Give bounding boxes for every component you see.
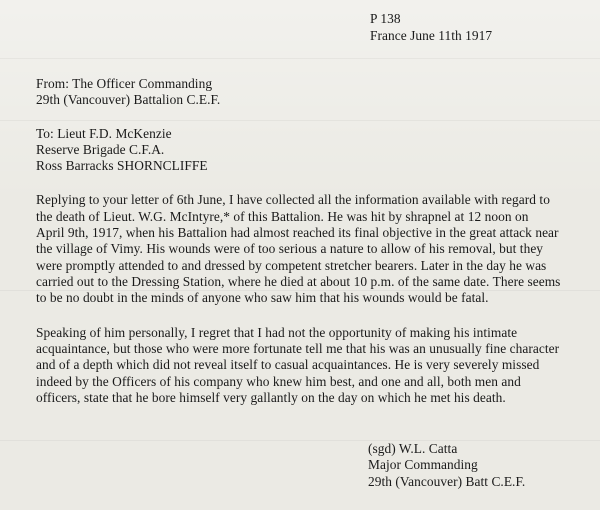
page-texture-line — [0, 120, 600, 121]
from-line-2: 29th (Vancouver) Battalion C.E.F. — [36, 92, 221, 107]
to-line-1: To: Lieut F.D. McKenzie — [36, 126, 172, 141]
paragraph-line: Speaking of him personally, I regret that I had not the opportunity of making his intimate — [36, 325, 518, 340]
paragraph-line: and of a depth which did not reveal itself to casual acquaintances. He is very severely missed — [36, 357, 540, 372]
page-texture-line — [0, 440, 600, 441]
paragraph-line: April 9th, 1917, when his Battalion had almost reached its final objective in the great attack near — [36, 225, 559, 240]
paragraph-line: the death of Lieut. W.G. McIntyre,* of this Battalion. He was hit by shrapnel at 12 noon on — [36, 209, 529, 224]
signature-name: (sgd) W.L. Catta — [368, 441, 458, 456]
page-texture-line — [0, 58, 600, 59]
signature-unit: 29th (Vancouver) Batt C.E.F. — [368, 474, 526, 489]
paragraph-line: the village of Vimy. His wounds were of too serious a nature to allow of his removal, but they — [36, 241, 544, 256]
from-line-1: From: The Officer Commanding — [36, 76, 213, 91]
page-reference: P 138 — [370, 11, 401, 26]
to-line-3: Ross Barracks SHORNCLIFFE — [36, 158, 208, 173]
signature-rank: Major Commanding — [368, 457, 478, 472]
paragraph-line: Replying to your letter of 6th June, I have collected all the information available with regard to — [36, 192, 550, 207]
paragraph-line: were promptly attended to and dressed by competent stretcher bearers. Later in the day he was — [36, 258, 547, 273]
letter-date: France June 11th 1917 — [370, 28, 493, 43]
paragraph-line: indeed by the Officers of his company who knew him best, and one and all, both men and — [36, 374, 521, 389]
paragraph-line: officers, state that he bore himself very gallantly on the day on which he met his death. — [36, 390, 506, 405]
to-line-2: Reserve Brigade C.F.A. — [36, 142, 165, 157]
paragraph-line: to be no doubt in the minds of anyone who saw him that his wounds would be fatal. — [36, 290, 489, 305]
paragraph-line: acquaintance, but those who were more fortunate tell me that his was an unusually fine character — [36, 341, 560, 356]
paragraph-line: carried out to the Dressing Station, where he died at about 10 p.m. of the same date. There seems — [36, 274, 561, 289]
